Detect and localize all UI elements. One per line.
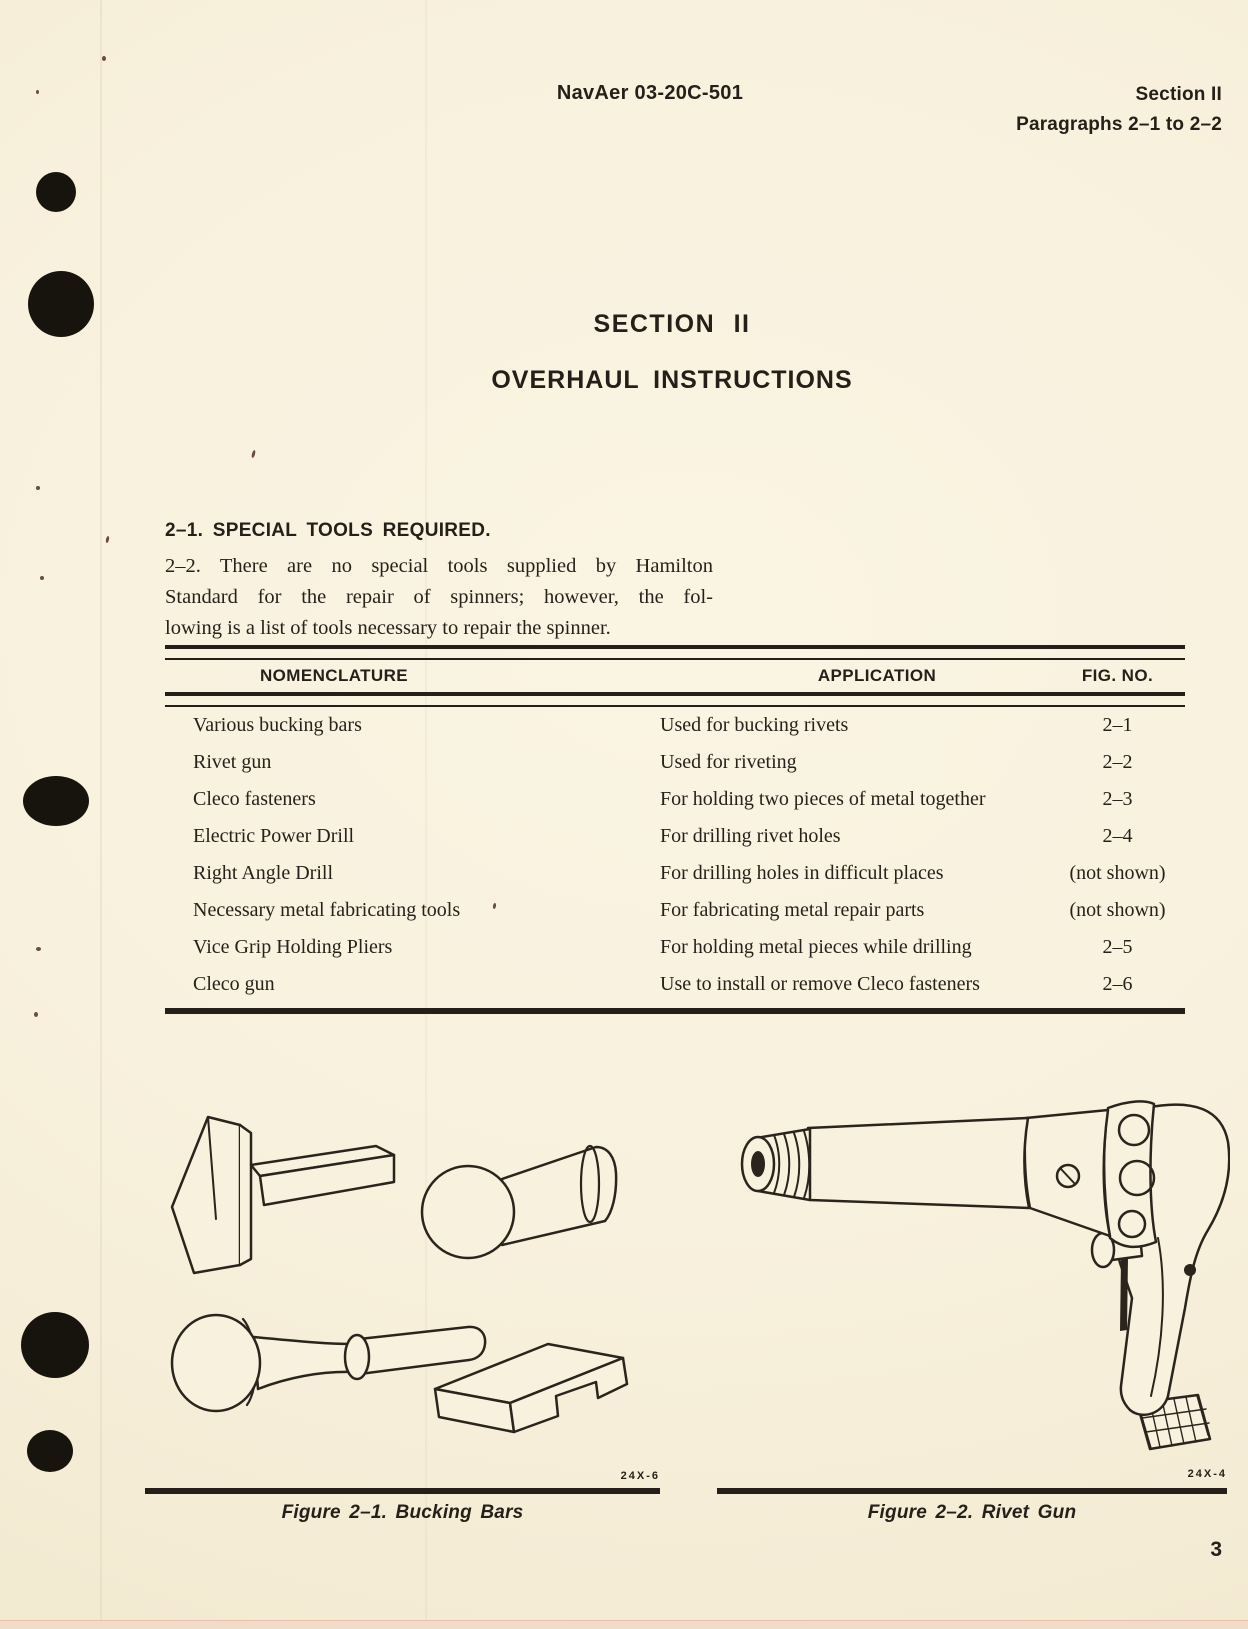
cell-fig-no: 2–4 [1102, 825, 1133, 847]
header-doc-number: NavAer 03-20C-501 [556, 82, 744, 104]
cell-fig-no: 2–6 [1102, 973, 1133, 995]
cell-application: For drilling holes in difficult places [660, 862, 944, 884]
photo-ref-right: 24X-4 [1187, 1468, 1227, 1480]
ink-speck [40, 576, 44, 580]
table-body [165, 707, 1185, 1003]
ink-speck [36, 90, 39, 94]
paragraph-2-1-heading: 2–1. SPECIAL TOOLS REQUIRED. [165, 520, 491, 541]
cell-nomenclature: Cleco gun [193, 973, 275, 995]
ink-speck [105, 536, 109, 543]
cell-nomenclature: Vice Grip Holding Pliers [193, 936, 393, 958]
punch-hole [23, 776, 89, 826]
cell-fig-no: 2–3 [1102, 788, 1133, 810]
paragraph-2-2-body [165, 551, 713, 644]
figure-1-caption: Figure 2–1. Bucking Bars [281, 1502, 524, 1523]
figure-2-caption: Figure 2–2. Rivet Gun [867, 1502, 1077, 1523]
header-section-info [822, 80, 1222, 140]
table-row [165, 781, 1185, 818]
cell-nomenclature: Right Angle Drill [193, 862, 333, 884]
cell-fig-no: 2–1 [1102, 714, 1133, 736]
cell-fig-no: (not shown) [1069, 862, 1166, 884]
cell-fig-no: 2–5 [1102, 936, 1133, 958]
section-subtitle: OVERHAUL INSTRUCTIONS [491, 366, 853, 394]
cell-nomenclature: Electric Power Drill [193, 825, 355, 847]
paragraph-line: 2–2. There are no special tools supplied by Hamilton [165, 555, 713, 577]
cell-application: Used for riveting [660, 751, 797, 773]
table-row [165, 744, 1185, 781]
punch-hole [21, 1312, 89, 1378]
cell-nomenclature: Rivet gun [193, 751, 272, 773]
figure-2-rule [717, 1488, 1227, 1494]
table-row [165, 818, 1185, 855]
header-section: Section II [1135, 84, 1222, 105]
table-row [165, 707, 1185, 744]
ink-speck [36, 947, 41, 951]
cell-application: Use to install or remove Cleco fasteners [660, 973, 980, 995]
ink-speck [36, 486, 40, 490]
paragraph-line: lowing is a list of tools necessary to repair the spinner. [165, 617, 611, 639]
paper-crease [100, 0, 102, 1629]
page-number: 3 [1210, 1538, 1222, 1561]
cell-nomenclature: Various bucking bars [193, 714, 362, 736]
punch-hole [27, 1430, 73, 1472]
table-row [165, 892, 1185, 929]
header-paragraph-range: Paragraphs 2–1 to 2–2 [1016, 114, 1222, 135]
cell-fig-no: (not shown) [1069, 899, 1166, 921]
scan-page-edge [0, 1620, 1248, 1629]
section-title: SECTION II [593, 310, 751, 338]
cell-application: For holding two pieces of metal together [660, 788, 986, 810]
column-header-nomenclature: NOMENCLATURE [260, 666, 409, 685]
rivet-gun-drawing [690, 1058, 1230, 1458]
table-row [165, 929, 1185, 966]
photo-ref-left: 24X-6 [620, 1470, 660, 1482]
ink-speck [102, 56, 106, 61]
ink-speck [251, 450, 256, 459]
table-header-rule [165, 692, 1185, 707]
figure-1-rule [145, 1488, 660, 1494]
ink-speck [34, 1012, 38, 1017]
table-row [165, 855, 1185, 892]
punch-hole [28, 271, 94, 337]
section-title-block [97, 310, 1247, 395]
cell-nomenclature: Cleco fasteners [193, 788, 316, 810]
cell-application: Used for bucking rivets [660, 714, 849, 736]
punch-hole [36, 172, 76, 212]
cell-fig-no: 2–2 [1102, 751, 1133, 773]
column-header-fig-no: FIG. NO. [1081, 666, 1154, 685]
table-row [165, 966, 1185, 1003]
table-bottom-rule [165, 1008, 1185, 1014]
table-top-rule [165, 645, 1185, 660]
cell-application: For holding metal pieces while drilling [660, 936, 972, 958]
special-tools-table [165, 645, 1185, 1014]
column-header-application: APPLICATION [817, 666, 937, 685]
table-header-row [165, 660, 1185, 692]
paragraph-line: Standard for the repair of spinners; however, the fol- [165, 586, 713, 608]
cell-nomenclature: Necessary metal fabricating tools [193, 899, 461, 921]
cell-application: For fabricating metal repair parts [660, 899, 925, 921]
bucking-bars-drawing [150, 1055, 660, 1455]
cell-application: For drilling rivet holes [660, 825, 841, 847]
